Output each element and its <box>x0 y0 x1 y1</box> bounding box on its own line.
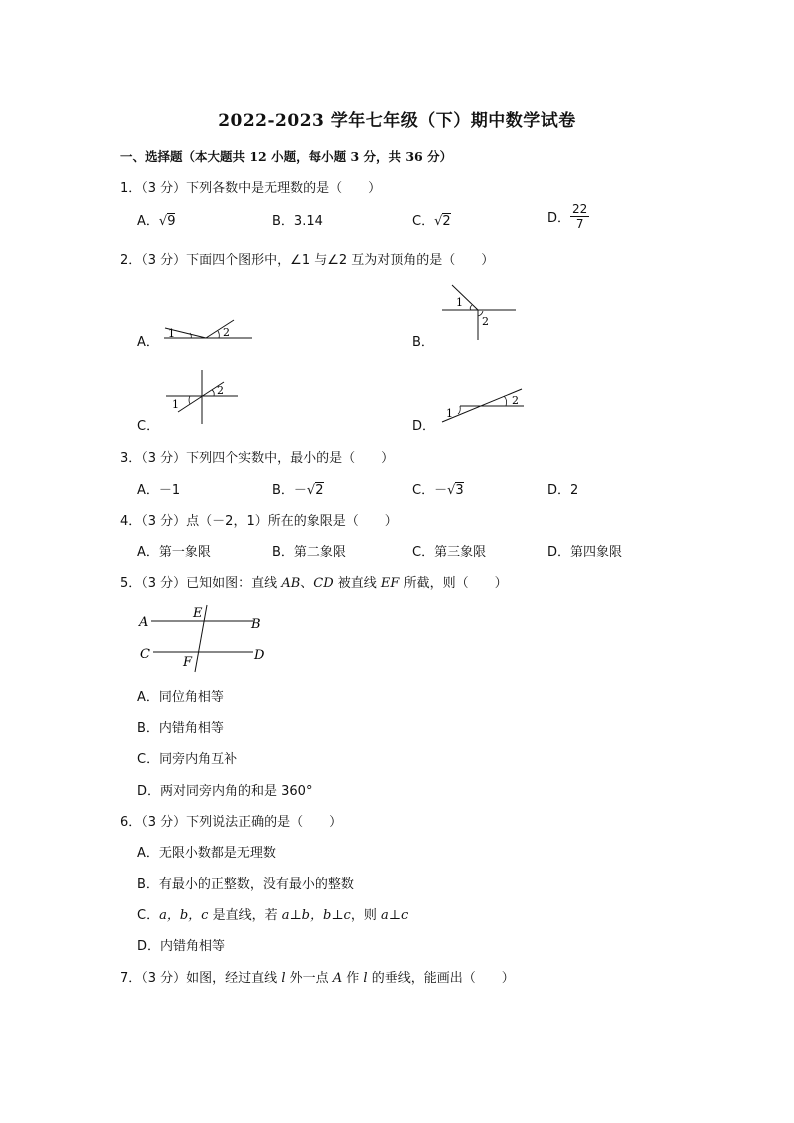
angle-label-2: 2 <box>217 384 224 397</box>
angle-label-1: 1 <box>446 407 453 420</box>
question-1-option-c: C．√2 <box>412 214 451 229</box>
angle-label-2: 2 <box>512 394 519 407</box>
angle-label-1: 1 <box>172 398 179 411</box>
question-6-option-b: B．有最小的正整数，没有最小的整数 <box>137 877 354 892</box>
point-label-c: C <box>140 647 150 662</box>
question-3-option-a: A．－1 <box>137 483 181 498</box>
point-label-b: B <box>251 617 261 632</box>
question-6-option-d: D．内错角相等 <box>137 939 226 954</box>
question-3-option-d: D．2 <box>547 483 579 498</box>
question-4-option-b: B．第二象限 <box>272 545 346 560</box>
question-4-stem: 4．（3 分）点（－2，1）所在的象限是（ ） <box>120 514 398 529</box>
angle-label-2: 2 <box>223 326 230 339</box>
question-2-figure-c <box>162 368 242 426</box>
section-heading: 一、选择题（本大题共 12 小题，每小题 3 分，共 36 分） <box>120 149 453 164</box>
question-2-option-b: B． <box>412 335 434 350</box>
sqrt-icon: √ <box>434 214 443 229</box>
sqrt-icon: √ <box>158 214 168 229</box>
question-2-figure-a <box>160 312 255 344</box>
question-2-option-c: C． <box>137 419 160 434</box>
angle-label-1: 1 <box>168 327 175 340</box>
question-2-option-d: D． <box>412 419 436 434</box>
question-5-option-d: D．两对同旁内角的和是 360° <box>137 784 313 799</box>
point-label-d: D <box>254 648 265 663</box>
question-2-stem: 2．（3 分）下面四个图形中，∠1 与∠2 互为对顶角的是（ ） <box>120 253 495 268</box>
question-2-option-a: A． <box>137 335 159 350</box>
question-5-figure <box>135 602 275 674</box>
sqrt-icon: √ <box>447 483 456 498</box>
question-4-option-d: D．第四象限 <box>547 545 623 560</box>
question-3-stem: 3．（3 分）下列四个实数中，最小的是（ ） <box>120 451 395 466</box>
question-6-stem: 6．（3 分）下列说法正确的是（ ） <box>120 815 343 830</box>
question-1-stem: 1．（3 分）下列各数中是无理数的是（ ） <box>120 181 382 196</box>
question-5-option-a: A．同位角相等 <box>137 690 224 705</box>
question-6-option-c: C．a，b，c 是直线，若 a⊥b，b⊥c，则 a⊥c <box>137 908 409 923</box>
question-7-stem: 7．（3 分）如图，经过直线 l 外一点 A 作 l 的垂线，能画出（ ） <box>120 971 515 986</box>
point-label-e: E <box>193 606 203 621</box>
point-label-f: F <box>183 655 193 670</box>
question-2-figure-d <box>438 386 528 426</box>
exam-title: 2022-2023 学年七年级（下）期中数学试卷 <box>218 111 576 131</box>
question-3-option-c: C．－√3 <box>412 483 464 498</box>
question-1-option-d: D． $\frac{22}{7}$ <box>547 202 588 231</box>
question-1-option-b: B．3.14 <box>272 214 323 229</box>
question-4-option-c: C．第三象限 <box>412 545 487 560</box>
question-4-option-a: A．第一象限 <box>137 545 211 560</box>
question-3-option-b: B．－√2 <box>272 483 324 498</box>
question-5-option-c: C．同旁内角互补 <box>137 752 238 767</box>
angle-label-2: 2 <box>482 315 489 328</box>
question-6-option-a: A．无限小数都是无理数 <box>137 846 276 861</box>
angle-label-1: 1 <box>456 296 463 309</box>
point-label-a: A <box>139 615 149 630</box>
question-1-option-a: A．√9 <box>137 214 176 229</box>
question-2-figure-b <box>438 283 520 341</box>
sqrt-icon: √ <box>306 483 316 498</box>
question-5-option-b: B．内错角相等 <box>137 721 224 736</box>
fraction: $\frac{22}{7}$ <box>572 202 588 231</box>
question-5-stem: 5．（3 分）已知如图：直线 AB、CD 被直线 EF 所截，则（ ） <box>120 576 508 591</box>
